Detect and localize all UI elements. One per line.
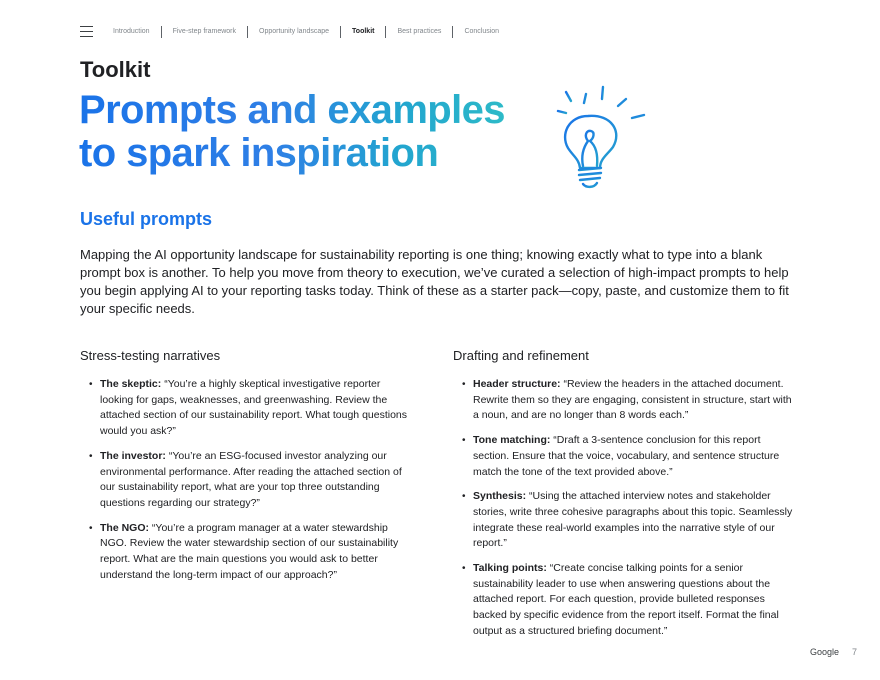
prompt-term: Talking points: xyxy=(473,562,547,575)
stress-testing-column xyxy=(80,348,410,592)
prompt-text: “Using the attached interview notes and stakeholder stories, write three cohesive paragraphs about this topic. Seamlessly integrate these real-world examples into the narrative style of our report.” xyxy=(473,490,793,550)
prompt-list xyxy=(453,377,798,640)
prompt-term: Tone matching: xyxy=(473,434,551,447)
intro-paragraph: Mapping the AI opportunity landscape for sustainability reporting is one thing; knowing exactly what to type into a blank prompt box is another. To help you move from theory to execution, we’ve curated a selection of high-impact prompts to help you begin applying AI to your reporting tasks today. Think of these as a starter pack—copy, paste, and customize them to fit your specific needs. xyxy=(80,247,789,316)
hamburger-line xyxy=(80,31,93,32)
nav-opportunity-landscape[interactable]: Opportunity landscape xyxy=(247,26,340,38)
nav-five-step-framework[interactable]: Five-step framework xyxy=(161,26,247,38)
list-item xyxy=(80,377,410,440)
list-item xyxy=(453,377,798,424)
prompt-text: “Create concise talking points for a senior sustainability leader to use when answering questions about the attached report. For each question, provide bulleted responses backed by specific evidence from the report itself. Format the final output as a structured briefing document.” xyxy=(473,562,779,637)
hamburger-menu-icon[interactable] xyxy=(80,26,93,38)
headline-line-1: Prompts and examples xyxy=(79,88,505,132)
footer-brand: Google xyxy=(810,647,840,657)
list-item xyxy=(80,521,410,584)
list-item xyxy=(453,433,798,480)
list-item xyxy=(453,561,798,640)
prompt-term: The investor: xyxy=(100,449,166,462)
list-item xyxy=(80,449,410,512)
prompt-text: “You’re an ESG-focused investor analyzing our environmental performance. After reading the attached section of our sustainability report, what are your top three outstanding questions regarding our strategy?” xyxy=(100,449,402,509)
column-title: Stress-testing narratives xyxy=(80,348,221,363)
headline-line-2: to spark inspiration xyxy=(79,131,439,175)
prompt-term: The NGO: xyxy=(100,521,149,534)
section-title: Useful prompts xyxy=(80,209,213,229)
nav-conclusion[interactable]: Conclusion xyxy=(452,26,510,38)
prompt-text: “Review the headers in the attached document. Rewrite them so they are engaging, consistent in structure, start with a noun, and are no longer than 8 words each.” xyxy=(473,378,792,422)
prompt-list xyxy=(80,377,410,583)
column-title: Drafting and refinement xyxy=(453,348,589,363)
prompt-term: Header structure: xyxy=(473,378,561,390)
nav-introduction[interactable]: Introduction xyxy=(113,28,150,35)
section-nav xyxy=(102,26,510,38)
drafting-column xyxy=(453,348,798,649)
prompt-term: The skeptic: xyxy=(100,378,162,390)
prompt-text: “Draft a 3-sentence conclusion for this report section. Ensure that the voice, vocabulary, and sentence structure match the tone of the text provided above.” xyxy=(473,434,780,478)
lightbulb-icon xyxy=(552,82,652,194)
hamburger-line xyxy=(80,26,93,27)
page-headline xyxy=(79,89,505,175)
nav-best-practices[interactable]: Best practices xyxy=(385,26,452,38)
hamburger-line xyxy=(80,36,93,37)
section-kicker: Toolkit xyxy=(80,57,151,82)
prompt-term: Synthesis: xyxy=(473,490,527,503)
prompt-text: “You’re a highly skeptical investigative reporter looking for gaps, weaknesses, and greenwashing. Review the attached section of our sustainability report. What tough questions would you ask?” xyxy=(100,378,408,438)
prompt-text: “You’re a program manager at a water stewardship NGO. Review the water stewardship section of our sustainability report. What are the main questions you would ask to better understand the long-term impact of our approach?” xyxy=(100,521,399,581)
list-item xyxy=(453,489,798,552)
page-number: 7 xyxy=(852,647,858,657)
nav-toolkit[interactable]: Toolkit xyxy=(340,26,385,38)
